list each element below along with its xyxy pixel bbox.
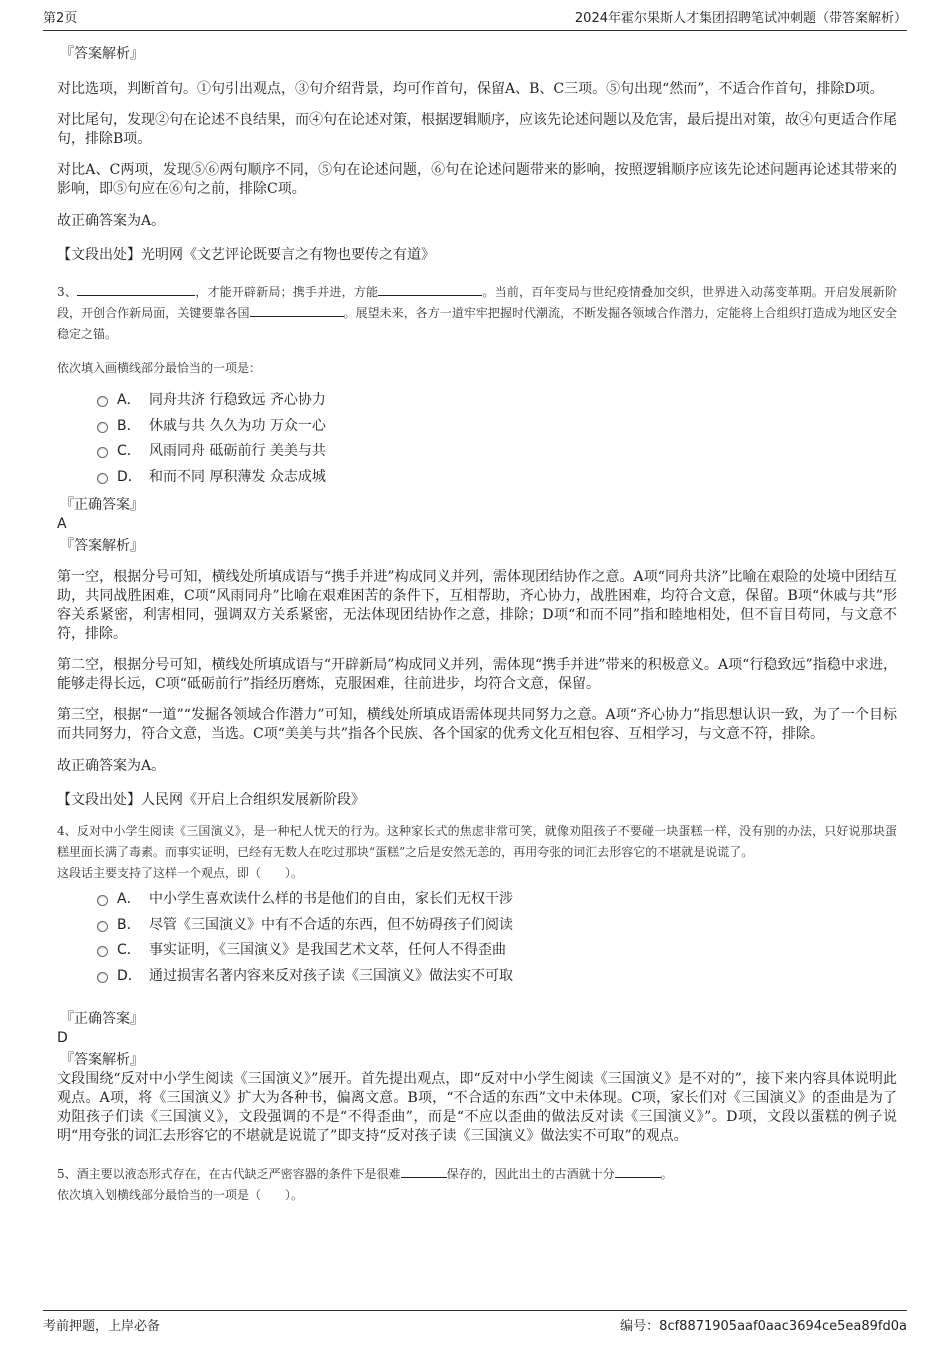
document-code-label: 编号： xyxy=(620,1319,660,1334)
explanation-paragraph: 对比A、C两项，发现⑤⑥两句顺序不同，⑤句在论述问题，⑥句在论述问题带来的影响，按照逻辑顺序应该先论述问题再论述其带来的影响，即⑤句应在⑥句之前，排除C项。 xyxy=(57,162,897,197)
radio-button[interactable] xyxy=(97,422,108,433)
question-5-stem: 5、酒主要以液态形式存在，在古代缺乏严密容器的条件下是很难 保存的，因此出土的古酒就十分 。 xyxy=(57,1167,673,1181)
blank-line xyxy=(401,1165,447,1178)
explanation-paragraph: 对比选项，判断首句。①句引出观点，③句介绍背景，均可作首句，保留A、B、C三项。⑤句出现“然而”，不适合作首句，排除D项。 xyxy=(57,81,884,97)
document-title: 2024年霍尔果斯人才集团招聘笔试冲刺题（带答案解析） xyxy=(574,11,907,26)
source-citation: 【文段出处】人民网《开启上合组织发展新阶段》 xyxy=(57,792,365,808)
radio-button[interactable] xyxy=(97,895,108,906)
question-4-stem: 4、反对中小学生阅读《三国演义》，是一种杞人忧天的行为。这种家长式的焦虑非常可笑，就像劝阻孩子不要碰一块蛋糕一样，没有别的办法，只好说那块蛋糕里面长满了毒素。而事实证明，已经有无数人在吃过那块“蛋糕”之后是安然无恙的，再用夸张的词汇去形容它的不堪就是说谎了。 xyxy=(57,824,897,859)
explanation-paragraph: 第二空，根据分号可知，横线处所填成语与“开辟新局”构成同义并列，需体现“携手并进”带来的积极意义。A项“行稳致远”指稳中求进，能够走得长远，C项“砥砺前行”指经历磨炼，克服困难，往前进步，均符合文意，保留。 xyxy=(57,657,897,692)
correct-answer-label: 『正确答案』 xyxy=(60,1011,144,1027)
correct-answer-label: 『正确答案』 xyxy=(60,497,144,513)
option-b[interactable]: B． 休戚与共 久久为功 万众一心 xyxy=(97,414,897,440)
blank-line xyxy=(615,1165,661,1178)
answer-explanation-label: 『答案解析』 xyxy=(60,46,144,62)
explanation-paragraph: 第三空，根据“一道”“发掘各领域合作潜力”可知，横线处所填成语需体现共同努力之意。A项“齐心协力”指思想认识一致，为了一个目标而共同努力，符合文意，当选。C项“美美与共”指各个民族、各个国家的优秀文化互相包容、互相学习，与文意不符，排除。 xyxy=(57,707,897,742)
question-3-stem: 3、 ，才能开辟新局；携手并进，方能 。当前，百年变局与世纪疫情叠加交织，世界进入动荡变革期。开启发展新阶段，开创合作新局面，关键要靠各国 。展望未来，各方一道牢牢把握时代潮流，不断发掘各领域合作潜力，定能将上合组织打造成为地区安全稳定之锚。 xyxy=(57,285,897,341)
blank-line xyxy=(77,283,195,296)
explanation-paragraph: 对比尾句，发现②句在论述不良结果，而④句在论述对策，根据逻辑顺序，应该先论述问题以及危害，最后提出对策，故④句更适合作尾句，排除B项。 xyxy=(57,112,897,147)
option-a[interactable]: A． 中小学生喜欢读什么样的书是他们的自由，家长们无权干涉 xyxy=(97,887,897,913)
question-3-instruction: 依次填入画横线部分最恰当的一项是： xyxy=(57,361,262,375)
correct-answer: D xyxy=(57,1030,68,1046)
explanation-paragraph: 第一空，根据分号可知，横线处所填成语与“携手并进”构成同义并列，需体现团结协作之意。A项“同舟共济”比喻在艰险的处境中团结互助，共同战胜困难，C项“风雨同舟”比喻在艰难困苦的条件下，互相帮助，齐心协力，战胜困难，均符合文意，保留。B项“休戚与共”形容关系紧密，利害相同，强调双方关系紧密，无法体现团结协作之意，排除；D项“和而不同”指和睦地相处，但不盲目苟同，与文意不符，排除。 xyxy=(57,569,897,642)
conclusion: 故正确答案为A。 xyxy=(57,758,166,774)
radio-button[interactable] xyxy=(97,396,108,407)
question-3-options xyxy=(97,388,897,490)
footer-slogan: 考前押题，上岸必备 xyxy=(43,1319,161,1334)
option-c[interactable]: C． 风雨同舟 砥砺前行 美美与共 xyxy=(97,439,897,465)
radio-button[interactable] xyxy=(97,447,108,458)
blank-line xyxy=(250,304,344,317)
source-citation: 【文段出处】光明网《文艺评论既要言之有物也要传之有道》 xyxy=(57,247,435,263)
correct-answer: A xyxy=(57,516,67,532)
page-footer xyxy=(43,1310,907,1333)
question-4-instruction: 这段话主要支持了这样一个观点，即（ ）。 xyxy=(57,866,304,880)
answer-explanation-label: 『答案解析』 xyxy=(60,1052,144,1068)
radio-button[interactable] xyxy=(97,921,108,932)
question-5-instruction: 依次填入划横线部分最恰当的一项是（ ）。 xyxy=(57,1188,304,1202)
question-4-options xyxy=(97,887,897,989)
document-code xyxy=(620,1315,907,1334)
page-content xyxy=(57,44,897,1206)
radio-button[interactable] xyxy=(97,473,108,484)
radio-button[interactable] xyxy=(97,946,108,957)
page-number: 第2页 xyxy=(43,11,78,26)
option-b[interactable]: B． 尽管《三国演义》中有不合适的东西，但不妨碍孩子们阅读 xyxy=(97,913,897,939)
explanation-paragraph: 文段围绕“反对中小学生阅读《三国演义》”展开。首先提出观点，即“反对中小学生阅读《三国演义》是不对的”，接下来内容具体说明此观点。A项，将《三国演义》扩大为各种书，偏离文意。B项，“不合适的东西”文中未体现。C项，家长们对《三国演义》的歪曲是为了劝阻孩子们读《三国演义》，文段强调的不是“不得歪曲”，而是“不应以歪曲的做法反对读《三国演义》”。D项，文段以蛋糕的例子说明“用夸张的词汇去形容它的不堪就是说谎了”即支持“反对孩子读《三国演义》做法实不可取”的观点。 xyxy=(57,1071,897,1144)
answer-explanation-label: 『答案解析』 xyxy=(60,538,144,554)
page-header xyxy=(43,8,907,31)
conclusion: 故正确答案为A。 xyxy=(57,213,166,229)
option-d[interactable]: D． 和而不同 厚积薄发 众志成城 xyxy=(97,465,897,491)
blank-line xyxy=(378,283,482,296)
option-a[interactable]: A． 同舟共济 行稳致远 齐心协力 xyxy=(97,388,897,414)
option-c[interactable]: C． 事实证明，《三国演义》是我国艺术文萃，任何人不得歪曲 xyxy=(97,938,897,964)
document-code-value: 8cf8871905aaf0aac3694ce5ea89fd0a xyxy=(659,1319,907,1334)
option-d[interactable]: D． 通过损害名著内容来反对孩子读《三国演义》做法实不可取 xyxy=(97,964,897,990)
radio-button[interactable] xyxy=(97,972,108,983)
